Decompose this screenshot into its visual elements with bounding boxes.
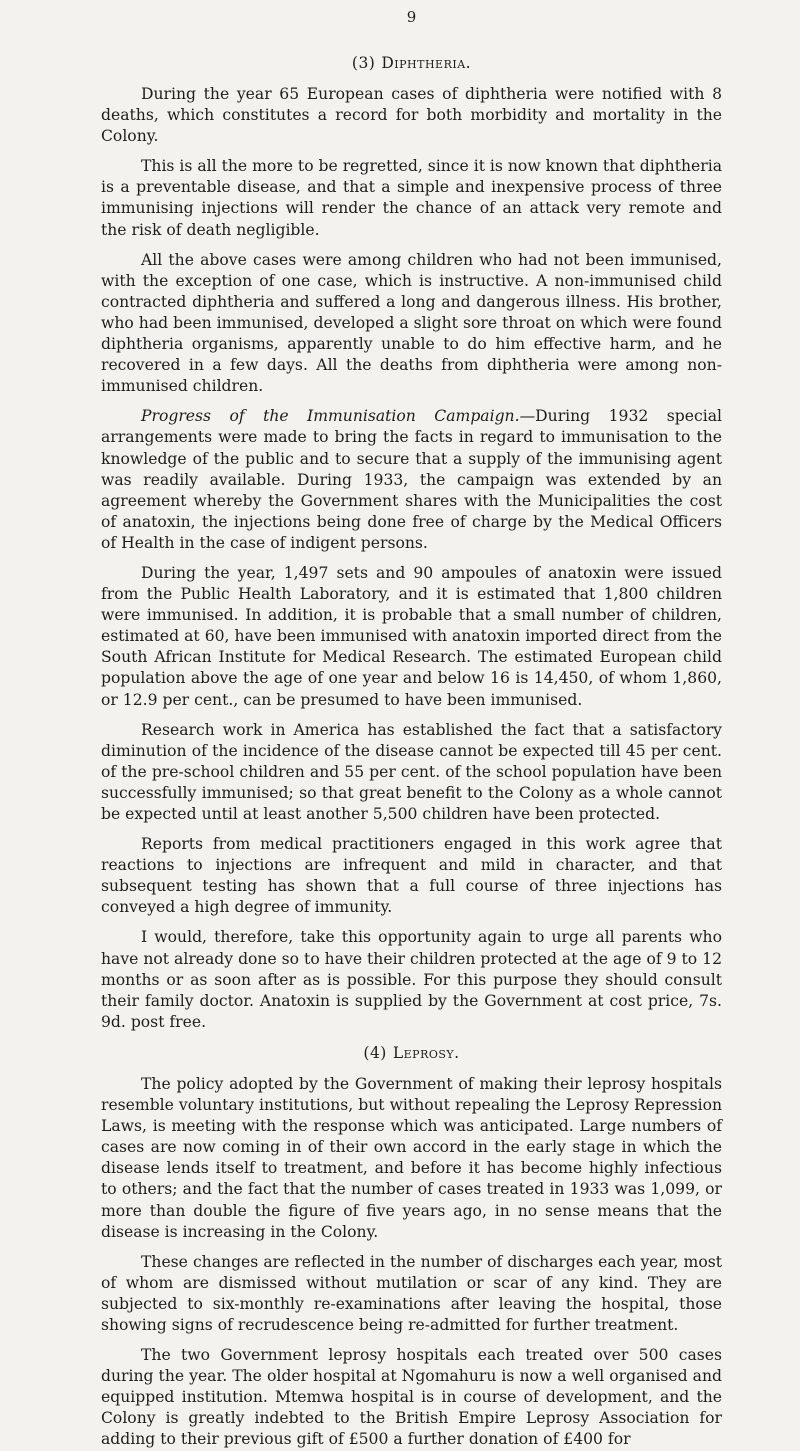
section-title: Leprosy. [392, 1043, 460, 1062]
paragraph: The policy adopted by the Government of making their leprosy hospitals resemble voluntary institutions, but without repealing the Leprosy Repression Laws, is meeting with the response which was anticipated. Large numbers of cases are now coming in of their own accord in the early stage in which the disease lends itself to treatment, and before it has become highly infectious to others; and the fact that the number of cases treated in 1933 was 1,099, or more than double the figure of five years ago, in no sense means that the disease is increasing in the Colony. [101, 1074, 722, 1241]
section-heading-diphtheria [101, 54, 722, 72]
paragraph: This is all the more to be regretted, since it is now known that diphtheria is a preventable disease, and that a simple and inexpensive process of three immunising injections will render the chance of an attack very remote and the risk of death negligible. [101, 157, 722, 239]
section-title: Diphtheria. [381, 54, 472, 72]
paragraph-progress [101, 406, 722, 554]
paragraph: All the above cases were among children who had not been immunised, with the exception of one case, which is instructive. A non-immunised child contracted diphtheria and suffered a long and dangerous illness. His brother, who had been immunised, developed a slight sore throat on which were found diphtheria organisms, apparently unable to do him effective harm, and he recovered in a few days. All the deaths from diphtheria were among non-immunised children. [101, 250, 722, 396]
paragraph: Reports from medical practitioners engaged in this work agree that reactions to injections are infrequent and mild in character, and that subsequent testing has shown that a full course of three injections has conveyed a high degree of immunity. [101, 835, 722, 917]
section-number: (3) [351, 54, 376, 72]
paragraph: The two Government leprosy hospitals each treated over 500 cases during the year. The older hospital at Ngomahuru is now a well organised and equipped institution. Mtemwa hospital is in course of development, and the Colony is greatly indebted to the British Empire Leprosy Association for adding to their previous gift of £500 a further donation of £400 for [101, 1346, 722, 1449]
section-heading-leprosy [101, 1044, 722, 1062]
paragraph: I would, therefore, take this opportunity again to urge all parents who have not already done so to have their children protected at the age of 9 to 12 months or as soon after as is possible. For this purpose they should consult their family doctor. Anatoxin is supplied by the Government at cost price, 7s. 9d. post free. [101, 928, 722, 1031]
page-number: 9 [406, 8, 417, 26]
section-number: (4) [363, 1043, 387, 1062]
paragraph-text: —During 1932 special arrangements were made to bring the facts in regard to immunisation to the knowledge of the public and to secure that a supply of the immunising agent was readily available. During 1933, the campaign was extended by an agreement whereby the Government shares with the Municipalities the cost of anatoxin, the injections being done free of charge by the Medical Officers of Health in the case of indigent persons. [101, 407, 722, 552]
paragraph: Research work in America has established the fact that a satisfactory diminution of the incidence of the disease cannot be expected till 45 per cent. of the pre-school children and 55 per cent. of the school population have been successfully immunised; so that great benefit to the Colony as a whole cannot be expected until at least another 5,500 children have been protected. [101, 720, 722, 823]
paragraph: During the year 65 European cases of diphtheria were notified with 8 deaths, which constitutes a record for both morbidity and mortality in the Colony. [101, 85, 722, 146]
paragraph-heading: Progress of the Immunisation Campaign. [141, 407, 520, 426]
paragraph: During the year, 1,497 sets and 90 ampoules of anatoxin were issued from the Public Health Laboratory, and it is estimated that 1,800 children were immunised. In addition, it is probable that a small number of children, estimated at 60, have been immunised with anatoxin imported direct from the South African Institute for Medical Research. The estimated European child population above the age of one year and below 16 is 14,450, of whom 1,860, or 12.9 per cent., can be presumed to have been immunised. [101, 563, 722, 709]
paragraph: These changes are reflected in the number of discharges each year, most of whom are dismissed without mutilation or scar of any kind. They are subjected to six-monthly re-examinations after leaving the hospital, those showing signs of recrudescence being re-admitted for further treatment. [101, 1252, 722, 1334]
